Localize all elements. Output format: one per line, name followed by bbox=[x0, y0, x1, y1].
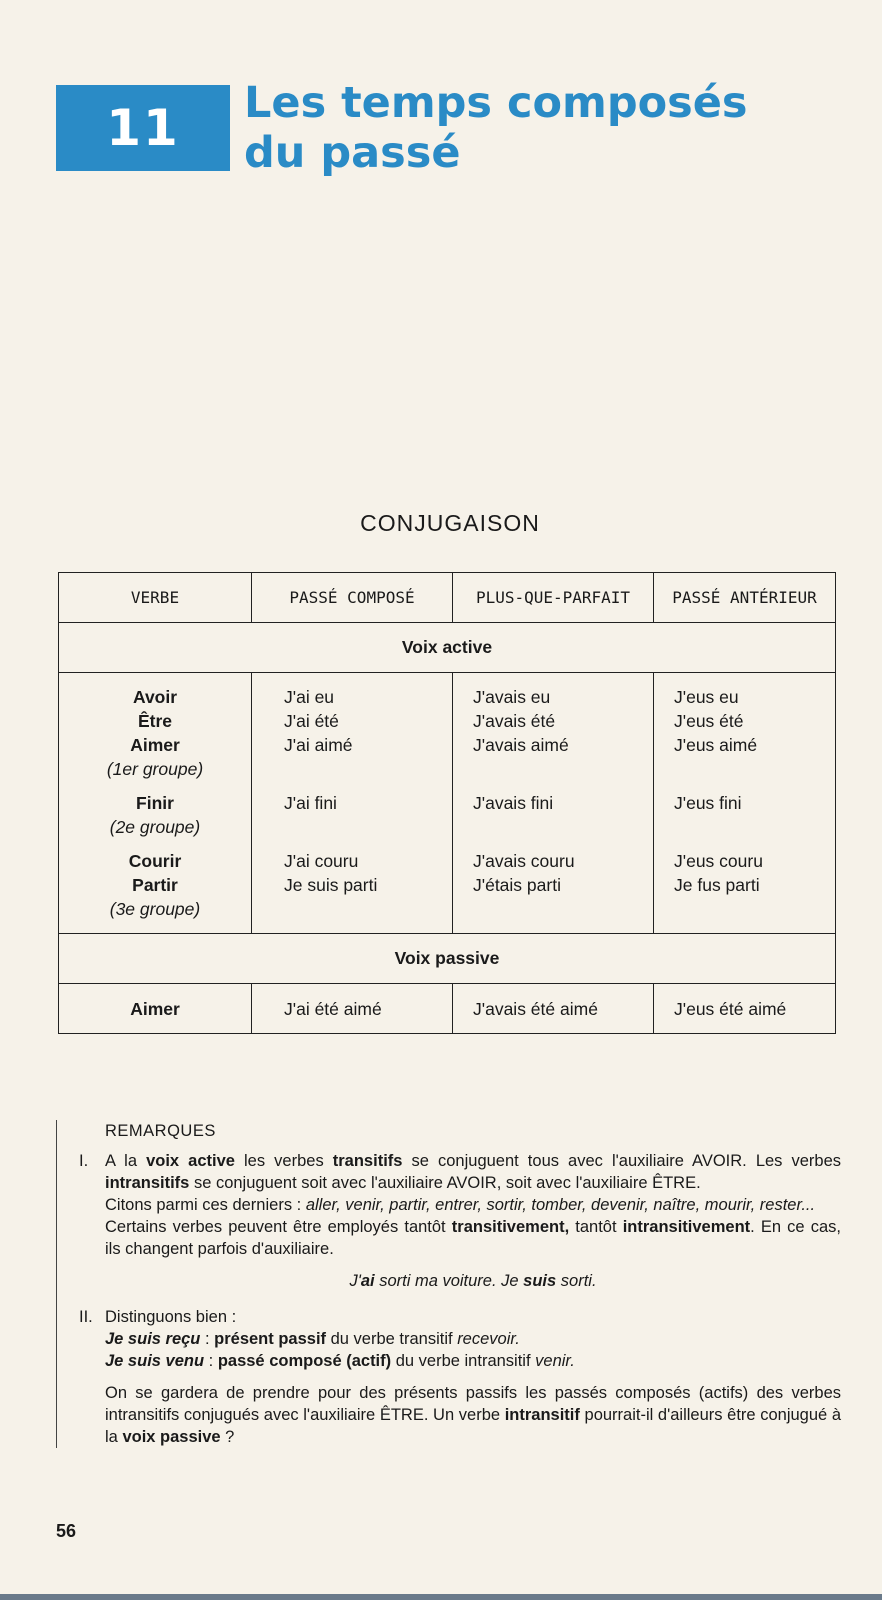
header-passe-compose: PASSÉ COMPOSÉ bbox=[252, 573, 453, 623]
pa-courir: J'eus couru bbox=[674, 851, 763, 871]
remark-number-1: I. bbox=[79, 1152, 89, 1170]
chapter-title-line2: du passé bbox=[244, 128, 461, 178]
passive-voice-row bbox=[59, 934, 836, 984]
group-3: (3e groupe) bbox=[109, 899, 201, 919]
remark-2-paragraph: On se gardera de prendre pour des présents passifs les passés composés (actifs) des verbes intransitifs conjugués avec l'auxiliaire ÊTRE. Un verbe intransitif pourrait-il d'ailleurs être conjugué à la voix passive ? bbox=[105, 1384, 842, 1446]
remark-1-paragraph-1: A la voix active les verbes transitifs se conjuguent tous avec l'auxiliaire AVOIR. Les verbes intransitifs se conjuguent soit avec l'auxiliaire AVOIR, soit avec l'auxiliaire ÊTRE. bbox=[105, 1152, 842, 1192]
pqp-avoir: J'avais eu bbox=[473, 687, 551, 707]
table-header-row bbox=[59, 573, 836, 623]
remark-1-paragraph-2: Citons parmi ces derniers : aller, venir, partir, entrer, sortir, tomber, devenir, naître, mourir, rester... bbox=[105, 1196, 816, 1214]
remark-item-1 bbox=[57, 1150, 847, 1292]
active-voice-label: Voix active bbox=[59, 623, 836, 673]
pa-aimer: J'eus aimé bbox=[674, 735, 758, 755]
header-plus-que-parfait: PLUS-QUE-PARFAIT bbox=[453, 573, 654, 623]
pqp-partir: J'étais parti bbox=[473, 875, 561, 895]
verbs-cell bbox=[59, 673, 252, 934]
page-bottom-edge bbox=[0, 1594, 882, 1600]
remark-1-example: J'ai sorti ma voiture. Je suis sorti. bbox=[349, 1272, 597, 1290]
pa-avoir: J'eus eu bbox=[674, 687, 739, 707]
pc-partir: Je suis parti bbox=[284, 875, 378, 895]
group-2: (2e groupe) bbox=[109, 817, 201, 837]
header-passe-anterieur: PASSÉ ANTÉRIEUR bbox=[654, 573, 836, 623]
remark-item-2 bbox=[57, 1306, 847, 1448]
active-voice-row bbox=[59, 623, 836, 673]
section-heading: CONJUGAISON bbox=[360, 510, 540, 536]
remark-2-intro: Distinguons bien : bbox=[105, 1308, 237, 1326]
pa-finir: J'eus fini bbox=[674, 793, 742, 813]
verb-aimer: Aimer bbox=[130, 735, 180, 755]
pc-courir: J'ai couru bbox=[284, 851, 359, 871]
pa-partir: Je fus parti bbox=[674, 875, 760, 895]
pc-avoir: J'ai eu bbox=[284, 687, 335, 707]
passe-compose-cell bbox=[252, 673, 453, 934]
plus-que-parfait-cell bbox=[453, 673, 654, 934]
chapter-number-box bbox=[56, 85, 230, 171]
verb-courir: Courir bbox=[128, 851, 182, 871]
remark-1-paragraph-3: Certains verbes peuvent être employés tantôt transitivement, tantôt intransitivement. En ce cas, ils changent parfois d'auxiliaire. bbox=[105, 1218, 841, 1258]
remarks-title: REMARQUES bbox=[105, 1122, 216, 1140]
passive-pa: J'eus été aimé bbox=[654, 984, 836, 1034]
verb-etre: Être bbox=[137, 711, 173, 731]
conjugation-table bbox=[58, 572, 836, 1034]
remark-2-line-2: Je suis venu : passé composé (actif) du verbe intransitif venir. bbox=[105, 1352, 575, 1370]
pa-etre: J'eus été bbox=[674, 711, 744, 731]
verb-finir: Finir bbox=[136, 793, 174, 813]
passive-pqp: J'avais été aimé bbox=[453, 984, 654, 1034]
page-number: 56 bbox=[56, 1521, 77, 1541]
header-verbe: VERBE bbox=[59, 573, 252, 623]
pqp-etre: J'avais été bbox=[473, 711, 556, 731]
verb-partir: Partir bbox=[132, 875, 178, 895]
remarks-section bbox=[56, 1120, 847, 1448]
pqp-courir: J'avais couru bbox=[473, 851, 575, 871]
chapter-title bbox=[244, 78, 864, 178]
remark-2-line-1: Je suis reçu : présent passif du verbe transitif recevoir. bbox=[105, 1330, 520, 1348]
verb-avoir: Avoir bbox=[132, 687, 178, 707]
passe-anterieur-cell bbox=[654, 673, 836, 934]
pqp-aimer: J'avais aimé bbox=[473, 735, 569, 755]
pqp-finir: J'avais fini bbox=[473, 793, 554, 813]
group-1: (1er groupe) bbox=[106, 759, 204, 779]
pc-finir: J'ai fini bbox=[284, 793, 337, 813]
passive-voice-label: Voix passive bbox=[59, 934, 836, 984]
passive-pc: J'ai été aimé bbox=[252, 984, 453, 1034]
pc-etre: J'ai été bbox=[284, 711, 339, 731]
chapter-title-line1: Les temps composés bbox=[244, 78, 748, 128]
remark-number-2: II. bbox=[79, 1308, 93, 1326]
pc-aimer: J'ai aimé bbox=[284, 735, 353, 755]
passive-body-row bbox=[59, 984, 836, 1034]
active-body-row bbox=[59, 673, 836, 934]
passive-verb: Aimer bbox=[59, 984, 252, 1034]
chapter-number: 11 bbox=[106, 99, 180, 157]
